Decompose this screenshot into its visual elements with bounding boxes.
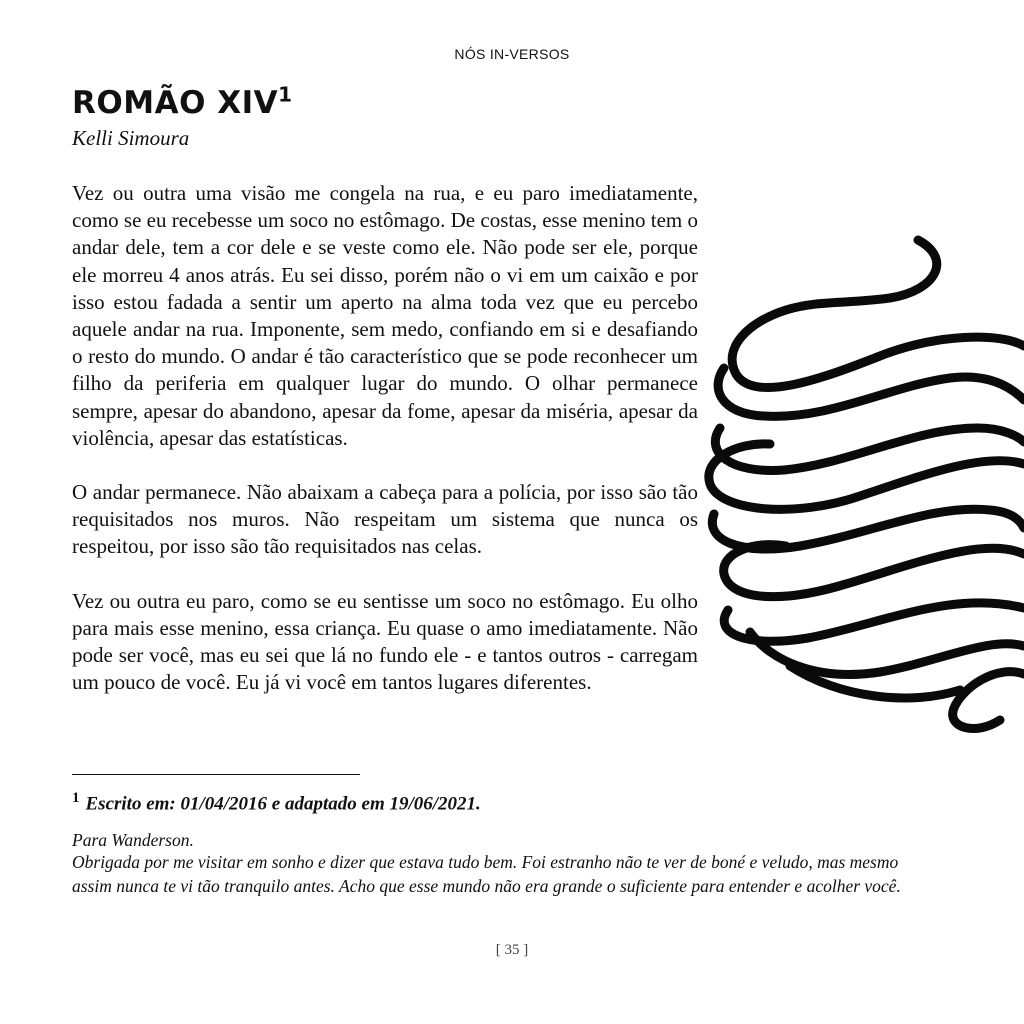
footnote-dedication: Para Wanderson. xyxy=(72,830,194,850)
footnote-marker: 1 xyxy=(72,790,80,806)
title-text: ROMÃO XIV xyxy=(72,85,279,121)
footnote-title-text: Escrito em: 01/04/2016 e adaptado em 19/06/2021. xyxy=(85,793,481,815)
footnote-title xyxy=(72,790,481,815)
author-name: Kelli Simoura xyxy=(72,126,190,150)
paragraph-3: Vez ou outra eu paro, como se eu sentisse um soco no estômago. Eu olho para mais esse menino, essa criança. Eu quase o amo imediatamente. Não pode ser você, mas eu sei que lá no fundo ele - e tantos outros - carregam um pouco de você. Eu já vi você em tantos lugares diferentes. xyxy=(72,588,698,695)
footnote-divider xyxy=(72,774,360,775)
swirl-scribble-icon xyxy=(700,228,1024,738)
page-title xyxy=(72,82,293,121)
running-header: NÓS IN-VERSOS xyxy=(454,46,570,62)
paragraph-2: O andar permanece. Não abaixam a cabeça para a polícia, por isso são tão requisitados nos muros. Não respeitam um sistema que nunca os respeitou, por isso são tão requisitados nas celas. xyxy=(72,480,698,559)
title-footnote-marker: 1 xyxy=(278,82,293,107)
paragraph-1: Vez ou outra uma visão me congela na rua, e eu paro imediatamente, como se eu recebesse um soco no estômago. De costas, esse menino tem o andar dele, tem a cor dele e se veste como ele. Não pode ser ele, porque ele morreu 4 anos atrás. Eu sei disso, porém não o vi em um caixão e por isso estou fadada a sentir um aperto na alma toda vez que eu percebo aquele andar na rua. Imponente, sem medo, confiando em si e desafiando o resto do mundo. O andar é tão característico que se pode reconhecer um filho da periferia em qualquer lugar do mundo. O olhar permanece sempre, apesar do abandono, apesar da fome, apesar da miséria, apesar da violência, apesar das estatísticas. xyxy=(72,181,698,450)
footnote-body: Obrigada por me visitar em sonho e dizer que estava tudo bem. Foi estranho não te ver de boné e veludo, mas mesmo assim nunca te vi tão tranquilo antes. Acho que esse mundo não era grande o suficiente para entender e acolher você. xyxy=(72,852,901,896)
page-number: [ 35 ] xyxy=(495,942,529,958)
article-body xyxy=(72,180,698,696)
